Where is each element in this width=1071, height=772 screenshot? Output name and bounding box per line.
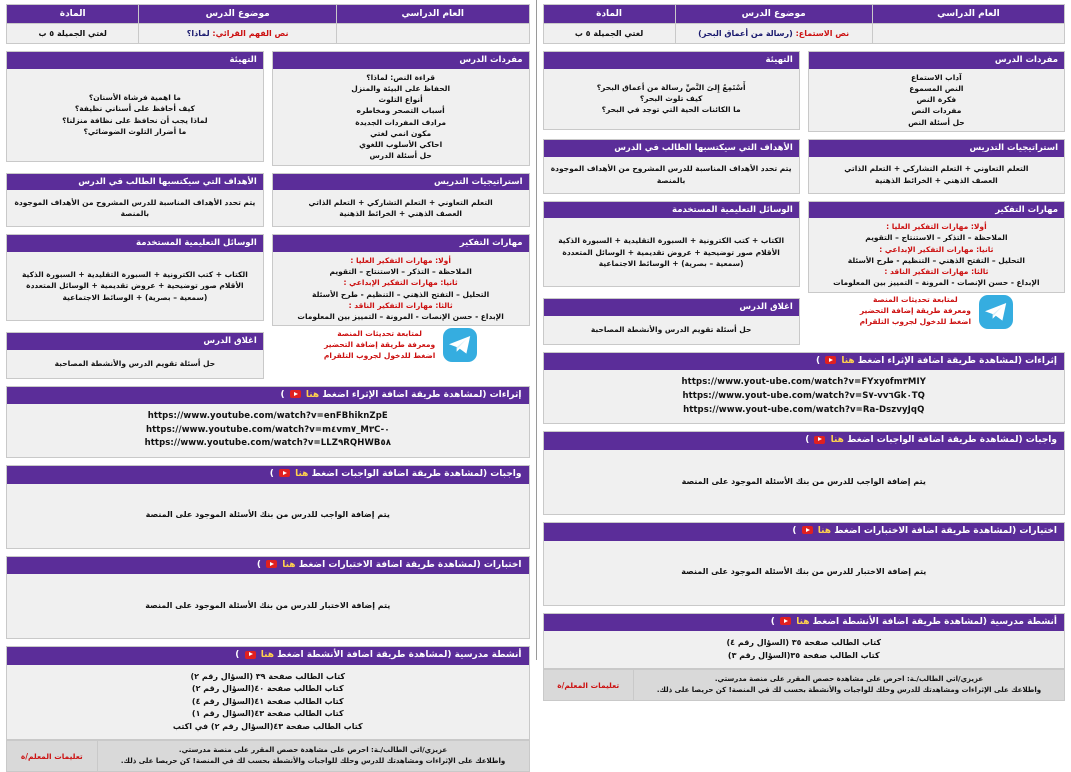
list-item: كتاب الطالب صفحة ٤١(السؤال رقم ٤): [15, 696, 521, 708]
teacher-line-1: عزيزي/اتي الطالب/ـة: احرص على مشاهدة حصص المقرر على منصة مدرستي.: [103, 745, 524, 756]
band-body-homework: [544, 450, 1065, 514]
list-item: كيف تلوث البحر؟: [597, 93, 746, 104]
youtube-play-icon[interactable]: [802, 526, 813, 534]
header-academic-year: العام الدراسي: [336, 5, 529, 24]
list-item: ما اهمية فرشاة الأسنان؟: [62, 92, 207, 103]
youtube-play-icon[interactable]: [780, 617, 791, 625]
thinking-line-1: الملاحظة – التذكر – الاستنتاج – التقويم: [815, 232, 1058, 243]
youtube-play-icon[interactable]: [266, 560, 277, 568]
telegram-line-2: ومعرفة طريقة إضافة التحضير: [860, 306, 971, 317]
enrichment-link[interactable]: https://www.youtube.com/watch?v=LLZ٩RQHWB٥٨: [15, 437, 521, 451]
cell-strategies-right: [272, 173, 530, 228]
panel-title-vocabulary: مفردات الدرس: [273, 52, 529, 69]
enrichment-title-pre: إثراءات (لمشاهدة طريقة اضافة الإثراء اضغط: [322, 390, 521, 400]
band-body-activities: [544, 631, 1065, 668]
topic-rest-label: لماذا؟: [187, 29, 210, 38]
tests-title-post: ): [257, 560, 261, 570]
cell-strategies-left: [808, 139, 1065, 194]
panel-title-objectives: الأهداف التي سيكتسبها الطالب في الدرس: [7, 174, 263, 191]
teacher-line-2: واطلاعك على الإثراءات ومشاهدتك للدرس وحلك للواجبات والأنشطة بحسب لك في المنصة! كن حريصا على ذلك.: [639, 685, 1059, 696]
panel-body-thinking: [809, 218, 1064, 292]
list-item: الحفاظ على البيئة والمنزل: [279, 83, 523, 94]
header-lesson-topic: موضوع الدرس: [139, 5, 337, 24]
list-item: احاكي الأسلوب اللغوي: [279, 139, 523, 150]
panel-title-warmup: التهيئة: [544, 52, 799, 69]
value-academic-year: [872, 24, 1064, 44]
panel-title-warmup: التهيئة: [7, 52, 263, 69]
thinking-heading-2: ثانيا: مهارات التفكير الإبداعي :: [815, 244, 1058, 255]
table-row: [543, 24, 1065, 44]
band-title-activities[interactable]: [7, 647, 529, 665]
list-item: فكرة النص: [815, 94, 1058, 105]
enrichment-title-here[interactable]: هنا: [841, 356, 854, 366]
telegram-line-1: لمتابعة تحديثات المنصة: [860, 295, 971, 306]
band-body-homework: [7, 484, 529, 548]
panel-title-media: الوسائل التعليمية المستخدمة: [7, 235, 263, 252]
tests-title-here[interactable]: هنا: [818, 526, 831, 536]
value-lesson-topic: [675, 24, 872, 44]
enrichment-title-pre: إثراءات (لمشاهدة طريقة اضافة الإثراء اضغط: [858, 356, 1057, 366]
table-row: [7, 24, 530, 44]
strategies-line-1: التعلم التعاوني + التعلم التشاركي + التعلم الذاتي: [844, 163, 1028, 174]
enrichment-title-post: ): [280, 390, 284, 400]
list-item: أسباب التصحر ومخاطره: [279, 105, 523, 116]
telegram-line-2: ومعرفة طريقة إضافة التحضير: [324, 340, 435, 351]
band-homework-left: [543, 431, 1066, 515]
panel-warmup: [543, 51, 800, 130]
homework-title-here[interactable]: هنا: [295, 469, 308, 479]
list-item: حل أسئلة الدرس: [279, 150, 523, 161]
value-subject: لغتي الجميلة ٥ ب: [7, 24, 139, 44]
media-line-1: الكتاب + كتب الكترونية + السبورة التقليدية + السبورة الذكية: [22, 269, 248, 280]
panel-title-vocabulary: مفردات الدرس: [809, 52, 1064, 69]
enrichment-link[interactable]: https://www.yout-ube.com/watch?v=FYxy٥fm٣MIY: [552, 376, 1057, 390]
cell-warmup-right: [6, 51, 264, 166]
enrichment-title-post: ): [816, 356, 820, 366]
lesson-plan-page-right: [0, 0, 536, 660]
panel-body-thinking: [273, 252, 529, 326]
value-subject: لغتي الجميلة ٥ ب: [543, 24, 675, 44]
homework-text: يتم إضافة الواجب للدرس من بنك الأسئلة الموجود على المنصة: [146, 509, 390, 522]
strategies-line-2: العصف الذهني + الخرائط الذهنية: [844, 175, 1028, 186]
closing-text: حل أسئلة تقويم الدرس والأنشطة المصاحبة: [591, 324, 752, 335]
header-subject: المادة: [7, 5, 139, 24]
telegram-line-1: لمتابعة تحديثات المنصة: [324, 329, 435, 340]
band-title-enrichment[interactable]: [544, 353, 1065, 371]
media-line-3: (سمعية – بصرية) + الوسائط الاجتماعية: [558, 258, 784, 269]
panel-title-strategies: استراتيجيات التدريس: [273, 174, 529, 191]
panel-title-objectives: الأهداف التي سيكتسبها الطالب في الدرس: [544, 140, 799, 157]
cell-vocab-right: [272, 51, 530, 166]
band-title-homework[interactable]: [7, 466, 529, 484]
panel-body-objectives: [7, 190, 263, 226]
cell-media-closing-right: [6, 234, 264, 378]
panel-thinking-skills: [272, 234, 530, 326]
objectives-text: يتم تحدد الأهداف المناسبة للدرس المشروح من الأهداف الموجودة بالمنصة: [13, 197, 257, 220]
panel-body-strategies: [809, 157, 1064, 193]
thinking-heading-1: أولا: مهارات التفكير العليا :: [279, 255, 523, 266]
youtube-play-icon[interactable]: [279, 469, 290, 477]
header-subject: المادة: [543, 5, 675, 24]
panel-body-objectives: [544, 157, 799, 193]
thinking-line-1: الملاحظة – التذكر – الاستنتاج – التقويم: [279, 266, 523, 277]
tests-title-here[interactable]: هنا: [282, 560, 295, 570]
homework-title-post: ): [270, 469, 274, 479]
band-body-enrichment-links: [7, 404, 529, 457]
enrichment-title-here[interactable]: هنا: [306, 390, 319, 400]
tests-text: يتم إضافة الاختبار للدرس من بنك الأسئلة الموجود على المنصة: [681, 566, 926, 579]
panel-title-thinking: مهارات التفكير: [273, 235, 529, 252]
band-body-tests: [7, 574, 529, 638]
topic-lead-label: نص الفهم القرائي:: [212, 29, 288, 38]
panel-thinking-skills: [808, 201, 1065, 293]
homework-title-here[interactable]: هنا: [831, 435, 844, 445]
activities-title-post: ): [235, 650, 239, 660]
list-item: كتاب الطالب صفحة ٣٥(السؤال رقم ٣): [552, 650, 1057, 662]
media-line-1: الكتاب + كتب الكترونية + السبورة التقليدية + السبورة الذكية: [558, 235, 784, 246]
thinking-heading-3: ثالثا: مهارات التفكير الناقد :: [815, 266, 1058, 277]
list-item: كتاب الطالب صفحة ٣٥ (السؤال رقم ٤): [552, 637, 1057, 649]
panel-vocabulary: [808, 51, 1065, 132]
panel-title-closing: اغلاق الدرس: [7, 333, 263, 350]
meta-table-right: [6, 4, 530, 44]
thinking-heading-3: ثالثا: مهارات التفكير الناقد :: [279, 300, 523, 311]
band-title-activities[interactable]: [544, 614, 1065, 632]
thinking-line-2: التحليل – التفتح الذهني – التنظيم - طرح الأسئلة: [279, 289, 523, 300]
list-item: أنواع التلوث: [279, 94, 523, 105]
list-item: مفردات النص: [815, 105, 1058, 116]
topic-rest-label: (رسالة من أعماق البحر): [698, 29, 793, 38]
header-lesson-topic: موضوع الدرس: [675, 5, 872, 24]
activities-title-post: ): [771, 617, 775, 627]
enrichment-link[interactable]: https://www.youtube.com/watch?v=enFBhiknZpE: [15, 410, 521, 424]
cell-thinking-right: [272, 234, 530, 378]
list-item: كتاب الطالب صفحة ٤٣(السؤال رقم ٢) في اكتب: [15, 721, 521, 733]
panel-body-media: [7, 252, 263, 320]
strategies-line-1: التعلم التعاوني + التعلم التشاركي + التعلم الذاتي: [309, 197, 493, 208]
row-thinking-media-right: [6, 234, 530, 378]
enrichment-link[interactable]: https://www.youtube.com/watch?v=m٤vm٧_M٣C-٠: [15, 424, 521, 438]
row-warmup-vocab-right: [6, 51, 530, 166]
band-enrichment-right: [6, 386, 530, 458]
panel-lesson-closing: [6, 332, 264, 379]
panel-teaching-media: [543, 201, 800, 288]
header-academic-year: العام الدراسي: [872, 5, 1064, 24]
media-line-2: الأقلام صور توضيحية + عروض تقديمية + الوسائل المتعددة: [22, 280, 248, 291]
meta-table-left: [543, 4, 1066, 44]
panel-teaching-strategies: [808, 139, 1065, 194]
list-item: كتاب الطالب صفحة ٤٣(السؤال رقم ١): [15, 708, 521, 720]
panel-warmup: [6, 51, 264, 162]
panel-objectives: [543, 139, 800, 194]
band-body-enrichment-links: [544, 370, 1065, 423]
list-item: أَسْتَمِعُ إِلىَ النَّصِّ رسالة من أعماق البحر؟: [597, 82, 746, 93]
panel-teaching-strategies: [272, 173, 530, 228]
youtube-play-icon[interactable]: [290, 390, 301, 398]
list-item: حل أسئلة النص: [815, 117, 1058, 128]
panel-body-warmup: [544, 69, 799, 129]
activities-title-pre: أنشطة مدرسية (لمشاهدة طريقة اضافة الأنشطة اضغط: [277, 650, 521, 660]
tests-title-pre: اختبارات (لمشاهدة طريقة اضافة الاختبارات اضغط: [299, 560, 522, 570]
telegram-promo-right[interactable]: [272, 326, 530, 362]
list-item: قراءة النص: لماذا؟: [279, 72, 523, 83]
panel-body-closing: [544, 316, 799, 344]
panel-title-media: الوسائل التعليمية المستخدمة: [544, 202, 799, 219]
list-item: لماذا يجب أن نحافظ على نظافة منزلنا؟: [62, 115, 207, 126]
homework-text: يتم إضافة الواجب للدرس من بنك الأسئلة الموجود على المنصة: [682, 476, 926, 489]
thinking-heading-1: أولا: مهارات التفكير العليا :: [815, 221, 1058, 232]
band-homework-right: [6, 465, 530, 549]
list-item: مكون انمي لغتي: [279, 128, 523, 139]
youtube-play-icon[interactable]: [825, 356, 836, 364]
telegram-line-3: اضغط للدخول لجروب التلقرام: [324, 351, 435, 362]
table-header-row: [7, 5, 530, 24]
youtube-play-icon[interactable]: [245, 651, 256, 659]
lesson-plan-page-left: [537, 0, 1071, 660]
band-tests-left: [543, 522, 1066, 606]
panel-body-vocabulary: [273, 69, 529, 165]
thinking-line-3: الإبداع - حسن الإنصات - المرونة – التمييز بين المعلومات: [815, 277, 1058, 288]
tests-text: يتم إضافة الاختبار للدرس من بنك الأسئلة الموجود على المنصة: [145, 600, 390, 613]
band-enrichment-left: [543, 352, 1066, 424]
panel-title-thinking: مهارات التفكير: [809, 202, 1064, 219]
list-item: كتاب الطالب صفحة ٣٩ (السؤال رقم ٢): [15, 671, 521, 683]
band-activities-right: [6, 646, 530, 740]
teacher-line-1: عزيزي/اتي الطالب/ـة: احرص على مشاهدة حصص المقرر على منصة مدرستي.: [639, 674, 1059, 685]
band-title-tests[interactable]: [7, 557, 529, 575]
thinking-line-3: الإبداع - حسن الإنصات - المرونة – التمييز بين المعلومات: [279, 311, 523, 322]
list-item: كيف أحافظ على أسناني نظيفة؟: [62, 103, 207, 114]
list-item: آداب الاستماع: [815, 72, 1058, 83]
enrichment-link[interactable]: https://www.yout-ube.com/watch?v=S٧-vv٦Gk٠TQ: [552, 390, 1057, 404]
panel-body-strategies: [273, 190, 529, 226]
value-lesson-topic: [139, 24, 337, 44]
panel-body-media: [544, 218, 799, 286]
homework-title-post: ): [805, 435, 809, 445]
topic-lead-label: نص الاستماع:: [796, 29, 850, 38]
teacher-instructions-left: [543, 669, 1066, 701]
telegram-promo-left[interactable]: [808, 293, 1065, 329]
panel-body-warmup: [7, 69, 263, 161]
cell-objectives-right: [6, 173, 264, 228]
thinking-line-2: التحليل – التفتح الذهني – التنظيم - طرح الأسئلة: [815, 255, 1058, 266]
band-activities-left: [543, 613, 1066, 669]
list-item: ما الكائنات الحية التي توجد في البحر؟: [597, 104, 746, 115]
teacher-instructions-right: [6, 740, 530, 772]
panel-lesson-closing: [543, 298, 800, 345]
row-strategies-objectives-left: [543, 139, 1066, 194]
panel-title-closing: اغلاق الدرس: [544, 299, 799, 316]
homework-title-pre: واجبات (لمشاهدة طريقة اضافة الواجبات اضغط: [847, 435, 1057, 445]
cell-vocab-left: [808, 51, 1065, 132]
row-strategies-objectives-right: [6, 173, 530, 228]
telegram-icon[interactable]: [979, 295, 1013, 329]
band-title-tests[interactable]: [544, 523, 1065, 541]
telegram-promo-text: [860, 295, 971, 328]
cell-warmup-left: [543, 51, 800, 132]
thinking-heading-2: ثانيا: مهارات التفكير الإبداعي :: [279, 277, 523, 288]
table-row: [543, 670, 1065, 701]
band-body-tests: [544, 541, 1065, 605]
row-thinking-media-left: [543, 201, 1066, 345]
panel-title-strategies: استراتيجيات التدريس: [809, 140, 1064, 157]
enrichment-link[interactable]: https://www.yout-ube.com/watch?v=Ra-DszvyJqQ: [552, 404, 1057, 418]
telegram-promo-text: [324, 329, 435, 362]
teacher-line-2: واطلاعك على الإثراءات ومشاهدتك للدرس وحلك للواجبات والأنشطة بحسب لك في المنصة! كن حريصا على ذلك.: [103, 756, 524, 767]
objectives-text: يتم تحدد الأهداف المناسبة للدرس المشروح من الأهداف الموجودة بالمنصة: [550, 163, 793, 186]
panel-body-closing: [7, 350, 263, 378]
row-warmup-vocab-left: [543, 51, 1066, 132]
teacher-instructions-label: تعليمات المعلم/ة: [543, 670, 633, 701]
media-line-3: (سمعية – بصرية) + الوسائط الاجتماعية: [22, 292, 248, 303]
list-item: النص المسموع: [815, 83, 1058, 94]
media-line-2: الأقلام صور توضيحية + عروض تقديمية + الوسائل المتعددة: [558, 247, 784, 258]
teacher-instructions-label: تعليمات المعلم/ة: [7, 740, 98, 771]
youtube-play-icon[interactable]: [814, 436, 825, 444]
homework-title-pre: واجبات (لمشاهدة طريقة اضافة الواجبات اضغط: [312, 469, 522, 479]
table-header-row: [543, 5, 1065, 24]
panel-vocabulary: [272, 51, 530, 166]
teacher-instructions-text: [97, 740, 529, 771]
table-row: [7, 740, 530, 771]
panel-objectives: [6, 173, 264, 228]
activities-title-pre: أنشطة مدرسية (لمشاهدة طريقة اضافة الأنشطة اضغط: [813, 617, 1057, 627]
list-item: ما أضرار التلوث الضوضائي؟: [62, 126, 207, 137]
tests-title-post: ): [792, 526, 796, 536]
activities-title-here[interactable]: هنا: [796, 617, 809, 627]
cell-thinking-left: [808, 201, 1065, 345]
cell-objectives-left: [543, 139, 800, 194]
list-item: مرادف المفردات الجديدة: [279, 117, 523, 128]
list-item: كتاب الطالب صفحة ٤٠(السؤال رقم ٢): [15, 683, 521, 695]
band-body-activities: [7, 665, 529, 739]
band-title-enrichment[interactable]: [7, 387, 529, 405]
closing-text: حل أسئلة تقويم الدرس والأنشطة المصاحبة: [55, 358, 216, 369]
cell-media-closing-left: [543, 201, 800, 345]
panel-body-vocabulary: [809, 69, 1064, 131]
activities-title-here[interactable]: هنا: [261, 650, 274, 660]
band-tests-right: [6, 556, 530, 640]
teacher-instructions-text: [633, 670, 1064, 701]
telegram-icon[interactable]: [443, 328, 477, 362]
telegram-line-3: اضغط للدخول لجروب التلقرام: [860, 317, 971, 328]
panel-teaching-media: [6, 234, 264, 321]
band-title-homework[interactable]: [544, 432, 1065, 450]
value-academic-year: [336, 24, 529, 44]
tests-title-pre: اختبارات (لمشاهدة طريقة اضافة الاختبارات اضغط: [834, 526, 1057, 536]
strategies-line-2: العصف الذهني + الخرائط الذهنية: [309, 208, 493, 219]
